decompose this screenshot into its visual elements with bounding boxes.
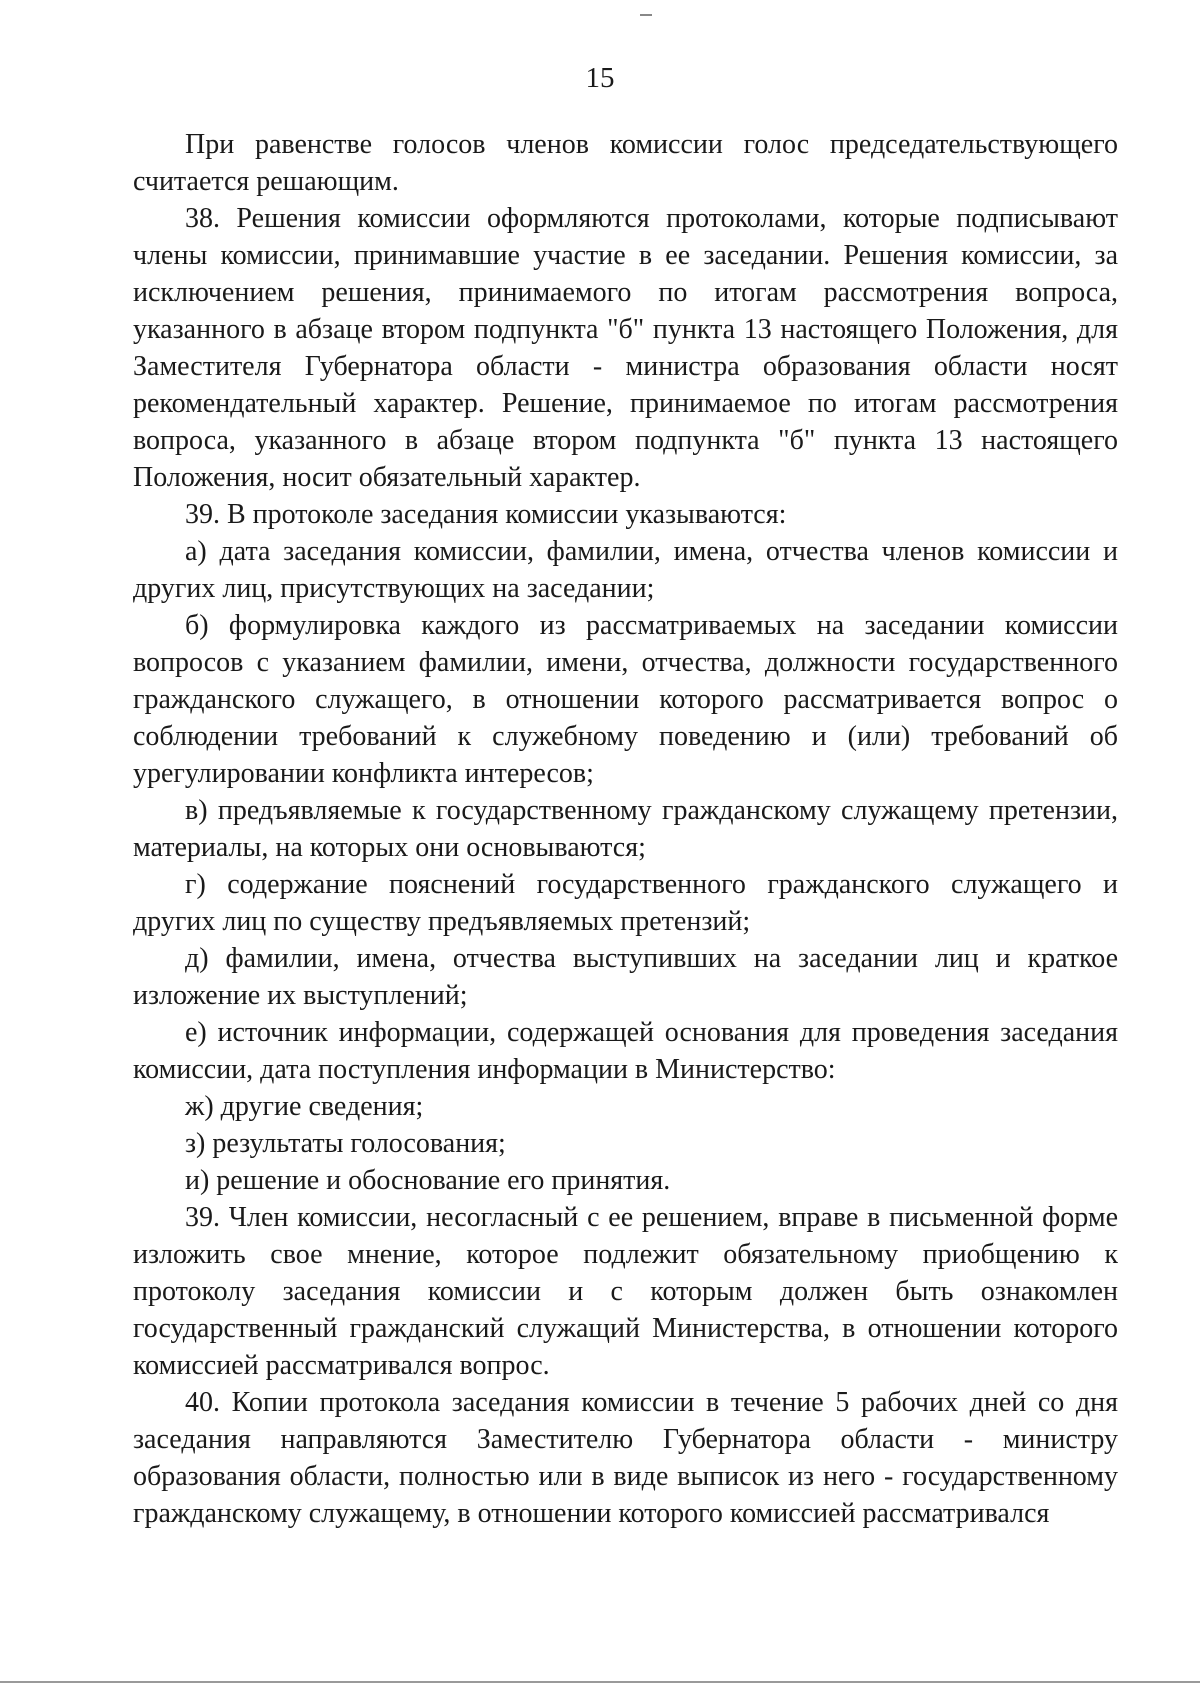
paragraph-39-dissent: 39. Член комиссии, несогласный с ее решением, вправе в письменной форме изложить свое мнение, которое подлежит обязательному приобщению к протоколу заседания комиссии и с которым должен быть ознакомлен государственный гражданский служащий Министерства, в отношении которого комиссией рассматривался вопрос.: [133, 1202, 1118, 1381]
paragraph-38: 38. Решения комиссии оформляются протоколами, которые подписывают члены комиссии, принимавшие участие в ее заседании. Решения комиссии, за исключением решения, принимаемого по итогам рассмотрения вопроса, указанного в абзаце втором подпункта "б" пункта 13 настоящего Положения, для Заместителя Губернатора области - министра образования области носят рекомендательный характер. Решение, принимаемое по итогам рассмотрения вопроса, указанного в абзаце втором подпункта "б" пункта 13 настоящего Положения, носит обязательный характер.: [133, 203, 1118, 493]
paragraph-39-protocol: 39. В протоколе заседания комиссии указываются:: [185, 499, 787, 530]
list-item-a: а) дата заседания комиссии, фамилии, имена, отчества членов комиссии и других лиц, присутствующих на заседании;: [133, 536, 1118, 604]
page-number: 15: [585, 62, 615, 94]
list-item-z: з) результаты голосования;: [185, 1128, 506, 1159]
document-body: [133, 126, 1118, 1532]
list-item-e: е) источник информации, содержащей основания для проведения заседания комиссии, дата поступления информации в Министерство:: [133, 1017, 1118, 1085]
paragraph-tie-vote: При равенстве голосов членов комиссии голос председательствующего считается решающим.: [133, 129, 1118, 197]
scan-bottom-edge: [0, 1681, 1200, 1683]
list-item-b: б) формулировка каждого из рассматриваемых на заседании комиссии вопросов с указанием фамилии, имени, отчества, должности государственного гражданского служащего, в отношении которого рассматривается вопрос о соблюдении требований к служебному поведению и (или) требований об урегулировании конфликта интересов;: [133, 610, 1118, 789]
paragraph-40: 40. Копии протокола заседания комиссии в течение 5 рабочих дней со дня заседания направляются Заместителю Губернатора области - министру образования области, полностью или в виде выписок из него - государственному гражданскому служащему, в отношении которого комиссией рассматривался: [133, 1387, 1118, 1529]
list-item-v: в) предъявляемые к государственному гражданскому служащему претензии, материалы, на которых они основываются;: [133, 795, 1118, 863]
scan-mark: [640, 14, 652, 16]
list-item-g: г) содержание пояснений государственного гражданского служащего и других лиц по существу предъявляемых претензий;: [133, 869, 1118, 937]
list-item-i: и) решение и обоснование его принятия.: [185, 1165, 671, 1196]
list-item-d: д) фамилии, имена, отчества выступивших на заседании лиц и краткое изложение их выступлений;: [133, 943, 1118, 1011]
list-item-zh: ж) другие сведения;: [185, 1091, 424, 1122]
